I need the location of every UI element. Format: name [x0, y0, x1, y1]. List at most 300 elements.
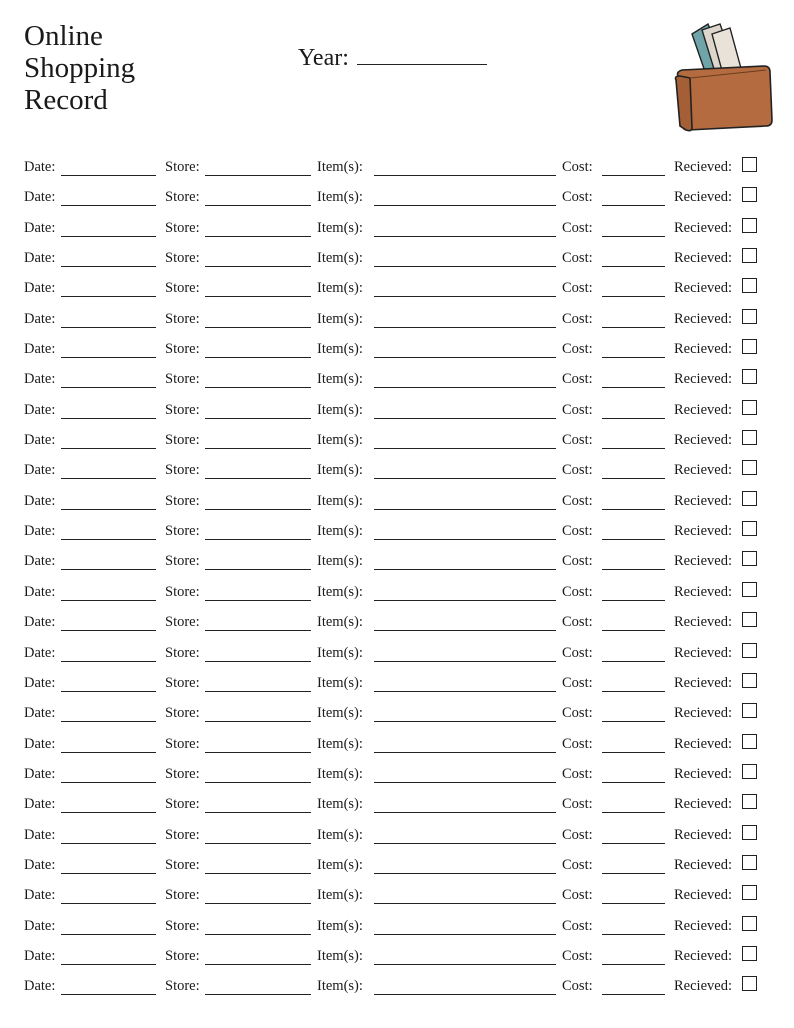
items-label: Item(s):	[317, 250, 363, 267]
items-label: Item(s):	[317, 947, 363, 964]
store-input-line[interactable]	[205, 327, 311, 328]
cost-input-line[interactable]	[602, 478, 665, 479]
store-input-line[interactable]	[205, 661, 311, 662]
year-label: Year:	[298, 45, 349, 71]
store-input-line[interactable]	[205, 691, 311, 692]
received-label: Recieved:	[674, 826, 732, 843]
received-label: Recieved:	[674, 765, 732, 782]
received-label: Recieved:	[674, 705, 732, 722]
store-input-line[interactable]	[205, 782, 311, 783]
items-label: Item(s):	[317, 189, 363, 206]
items-input-line[interactable]	[374, 569, 556, 570]
store-label: Store:	[165, 978, 200, 995]
cost-label: Cost:	[562, 401, 593, 418]
items-input-line[interactable]	[374, 903, 556, 904]
items-label: Item(s):	[317, 705, 363, 722]
record-row	[24, 972, 764, 1002]
items-input-line[interactable]	[374, 600, 556, 601]
cost-label: Cost:	[562, 341, 593, 358]
cost-label: Cost:	[562, 310, 593, 327]
store-input-line[interactable]	[205, 387, 311, 388]
items-label: Item(s):	[317, 492, 363, 509]
date-label: Date:	[24, 583, 56, 600]
received-checkbox[interactable]	[742, 855, 757, 870]
record-row	[24, 790, 764, 820]
received-checkbox[interactable]	[742, 339, 757, 354]
date-input-line[interactable]	[61, 357, 156, 358]
store-input-line[interactable]	[205, 205, 311, 206]
cost-input-line[interactable]	[602, 873, 665, 874]
cost-label: Cost:	[562, 219, 593, 236]
date-input-line[interactable]	[61, 934, 156, 935]
received-checkbox[interactable]	[742, 885, 757, 900]
items-input-line[interactable]	[374, 752, 556, 753]
received-label: Recieved:	[674, 947, 732, 964]
received-checkbox[interactable]	[742, 460, 757, 475]
store-label: Store:	[165, 735, 200, 752]
store-input-line[interactable]	[205, 873, 311, 874]
items-label: Item(s):	[317, 674, 363, 691]
store-label: Store:	[165, 432, 200, 449]
store-input-line[interactable]	[205, 721, 311, 722]
cost-input-line[interactable]	[602, 539, 665, 540]
page-title	[24, 20, 135, 116]
store-input-line[interactable]	[205, 812, 311, 813]
cost-input-line[interactable]	[602, 569, 665, 570]
date-input-line[interactable]	[61, 175, 156, 176]
cost-input-line[interactable]	[602, 357, 665, 358]
received-label: Recieved:	[674, 583, 732, 600]
cost-input-line[interactable]	[602, 721, 665, 722]
store-label: Store:	[165, 523, 200, 540]
cost-label: Cost:	[562, 250, 593, 267]
record-row	[24, 699, 764, 729]
cost-input-line[interactable]	[602, 782, 665, 783]
items-input-line[interactable]	[374, 994, 556, 995]
cost-label: Cost:	[562, 553, 593, 570]
record-row	[24, 396, 764, 426]
cost-label: Cost:	[562, 189, 593, 206]
items-input-line[interactable]	[374, 873, 556, 874]
items-label: Item(s):	[317, 583, 363, 600]
store-label: Store:	[165, 189, 200, 206]
received-checkbox[interactable]	[742, 734, 757, 749]
record-row	[24, 274, 764, 304]
year-field	[298, 44, 487, 72]
date-label: Date:	[24, 462, 56, 479]
date-input-line[interactable]	[61, 812, 156, 813]
date-label: Date:	[24, 341, 56, 358]
date-label: Date:	[24, 856, 56, 873]
date-label: Date:	[24, 978, 56, 995]
cost-input-line[interactable]	[602, 205, 665, 206]
date-input-line[interactable]	[61, 691, 156, 692]
items-label: Item(s):	[317, 887, 363, 904]
cost-input-line[interactable]	[602, 266, 665, 267]
date-input-line[interactable]	[61, 205, 156, 206]
date-label: Date:	[24, 219, 56, 236]
cost-label: Cost:	[562, 159, 593, 175]
received-label: Recieved:	[674, 371, 732, 388]
received-checkbox[interactable]	[742, 491, 757, 506]
received-checkbox[interactable]	[742, 612, 757, 627]
date-label: Date:	[24, 310, 56, 327]
cost-label: Cost:	[562, 492, 593, 509]
record-row	[24, 456, 764, 486]
items-input-line[interactable]	[374, 205, 556, 206]
store-input-line[interactable]	[205, 964, 311, 965]
cost-input-line[interactable]	[602, 691, 665, 692]
store-label: Store:	[165, 371, 200, 388]
items-label: Item(s):	[317, 796, 363, 813]
store-label: Store:	[165, 674, 200, 691]
items-label: Item(s):	[317, 310, 363, 327]
record-row	[24, 305, 764, 335]
received-checkbox[interactable]	[742, 946, 757, 961]
received-checkbox[interactable]	[742, 916, 757, 931]
items-label: Item(s):	[317, 159, 363, 175]
date-label: Date:	[24, 735, 56, 752]
received-checkbox[interactable]	[742, 248, 757, 263]
received-label: Recieved:	[674, 310, 732, 327]
date-input-line[interactable]	[61, 600, 156, 601]
date-input-line[interactable]	[61, 782, 156, 783]
date-label: Date:	[24, 644, 56, 661]
received-label: Recieved:	[674, 462, 732, 479]
received-checkbox[interactable]	[742, 278, 757, 293]
record-row	[24, 608, 764, 638]
items-input-line[interactable]	[374, 478, 556, 479]
received-label: Recieved:	[674, 219, 732, 236]
store-input-line[interactable]	[205, 236, 311, 237]
cost-input-line[interactable]	[602, 964, 665, 965]
cost-label: Cost:	[562, 614, 593, 631]
store-label: Store:	[165, 159, 200, 175]
items-input-line[interactable]	[374, 812, 556, 813]
received-label: Recieved:	[674, 341, 732, 358]
date-label: Date:	[24, 553, 56, 570]
date-label: Date:	[24, 887, 56, 904]
date-input-line[interactable]	[61, 752, 156, 753]
date-input-line[interactable]	[61, 327, 156, 328]
items-input-line[interactable]	[374, 418, 556, 419]
items-label: Item(s):	[317, 371, 363, 388]
received-label: Recieved:	[674, 887, 732, 904]
date-label: Date:	[24, 250, 56, 267]
record-row	[24, 214, 764, 244]
items-input-line[interactable]	[374, 448, 556, 449]
cost-input-line[interactable]	[602, 661, 665, 662]
cost-label: Cost:	[562, 705, 593, 722]
items-label: Item(s):	[317, 341, 363, 358]
received-label: Recieved:	[674, 978, 732, 995]
store-label: Store:	[165, 462, 200, 479]
date-input-line[interactable]	[61, 296, 156, 297]
received-label: Recieved:	[674, 674, 732, 691]
received-checkbox[interactable]	[742, 551, 757, 566]
date-input-line[interactable]	[61, 448, 156, 449]
record-row	[24, 578, 764, 608]
store-label: Store:	[165, 765, 200, 782]
cost-input-line[interactable]	[602, 812, 665, 813]
date-input-line[interactable]	[61, 478, 156, 479]
store-label: Store:	[165, 341, 200, 358]
cost-label: Cost:	[562, 432, 593, 449]
items-label: Item(s):	[317, 735, 363, 752]
items-label: Item(s):	[317, 280, 363, 297]
title-line-2: Shopping	[24, 52, 136, 84]
received-label: Recieved:	[674, 523, 732, 540]
cost-input-line[interactable]	[602, 934, 665, 935]
received-label: Recieved:	[674, 280, 732, 297]
items-input-line[interactable]	[374, 782, 556, 783]
store-input-line[interactable]	[205, 296, 311, 297]
date-label: Date:	[24, 796, 56, 813]
received-label: Recieved:	[674, 159, 732, 175]
store-input-line[interactable]	[205, 539, 311, 540]
items-input-line[interactable]	[374, 387, 556, 388]
items-input-line[interactable]	[374, 964, 556, 965]
store-input-line[interactable]	[205, 418, 311, 419]
store-input-line[interactable]	[205, 175, 311, 176]
received-checkbox[interactable]	[742, 218, 757, 233]
date-input-line[interactable]	[61, 994, 156, 995]
title-line-3: Record	[24, 84, 108, 116]
store-label: Store:	[165, 492, 200, 509]
cost-input-line[interactable]	[602, 843, 665, 844]
cost-input-line[interactable]	[602, 448, 665, 449]
items-input-line[interactable]	[374, 266, 556, 267]
items-label: Item(s):	[317, 765, 363, 782]
record-row	[24, 730, 764, 760]
items-input-line[interactable]	[374, 539, 556, 540]
date-label: Date:	[24, 826, 56, 843]
date-input-line[interactable]	[61, 661, 156, 662]
items-input-line[interactable]	[374, 691, 556, 692]
date-input-line[interactable]	[61, 387, 156, 388]
date-input-line[interactable]	[61, 539, 156, 540]
cost-label: Cost:	[562, 462, 593, 479]
store-input-line[interactable]	[205, 600, 311, 601]
date-input-line[interactable]	[61, 630, 156, 631]
received-checkbox[interactable]	[742, 187, 757, 202]
items-label: Item(s):	[317, 917, 363, 934]
date-input-line[interactable]	[61, 721, 156, 722]
received-checkbox[interactable]	[742, 369, 757, 384]
date-label: Date:	[24, 492, 56, 509]
cost-label: Cost:	[562, 280, 593, 297]
store-input-line[interactable]	[205, 843, 311, 844]
store-label: Store:	[165, 310, 200, 327]
record-row	[24, 244, 764, 274]
store-label: Store:	[165, 280, 200, 297]
received-label: Recieved:	[674, 401, 732, 418]
record-row	[24, 365, 764, 395]
items-label: Item(s):	[317, 856, 363, 873]
date-label: Date:	[24, 523, 56, 540]
record-row	[24, 183, 764, 213]
cost-label: Cost:	[562, 765, 593, 782]
record-row	[24, 669, 764, 699]
items-input-line[interactable]	[374, 661, 556, 662]
date-input-line[interactable]	[61, 843, 156, 844]
received-checkbox[interactable]	[742, 976, 757, 991]
date-label: Date:	[24, 401, 56, 418]
record-row	[24, 942, 764, 972]
cost-input-line[interactable]	[602, 418, 665, 419]
received-checkbox[interactable]	[742, 794, 757, 809]
cost-label: Cost:	[562, 371, 593, 388]
date-input-line[interactable]	[61, 236, 156, 237]
store-input-line[interactable]	[205, 994, 311, 995]
record-row	[24, 639, 764, 669]
year-input-line[interactable]	[357, 46, 487, 65]
store-input-line[interactable]	[205, 478, 311, 479]
store-label: Store:	[165, 583, 200, 600]
title-line-1: Online	[24, 20, 103, 52]
cost-label: Cost:	[562, 523, 593, 540]
items-label: Item(s):	[317, 978, 363, 995]
date-input-line[interactable]	[61, 873, 156, 874]
items-input-line[interactable]	[374, 236, 556, 237]
cost-input-line[interactable]	[602, 296, 665, 297]
received-label: Recieved:	[674, 917, 732, 934]
cost-label: Cost:	[562, 674, 593, 691]
cost-label: Cost:	[562, 887, 593, 904]
items-input-line[interactable]	[374, 934, 556, 935]
received-label: Recieved:	[674, 856, 732, 873]
received-checkbox[interactable]	[742, 764, 757, 779]
store-input-line[interactable]	[205, 752, 311, 753]
received-checkbox[interactable]	[742, 521, 757, 536]
record-row	[24, 912, 764, 942]
items-input-line[interactable]	[374, 721, 556, 722]
store-label: Store:	[165, 401, 200, 418]
items-label: Item(s):	[317, 523, 363, 540]
cost-label: Cost:	[562, 796, 593, 813]
items-input-line[interactable]	[374, 327, 556, 328]
cost-input-line[interactable]	[602, 175, 665, 176]
store-label: Store:	[165, 947, 200, 964]
received-label: Recieved:	[674, 432, 732, 449]
store-input-line[interactable]	[205, 266, 311, 267]
cost-label: Cost:	[562, 917, 593, 934]
cost-input-line[interactable]	[602, 509, 665, 510]
record-row	[24, 760, 764, 790]
items-label: Item(s):	[317, 219, 363, 236]
cost-input-line[interactable]	[602, 600, 665, 601]
received-checkbox[interactable]	[742, 825, 757, 840]
store-label: Store:	[165, 219, 200, 236]
store-input-line[interactable]	[205, 903, 311, 904]
received-label: Recieved:	[674, 189, 732, 206]
items-input-line[interactable]	[374, 296, 556, 297]
cost-input-line[interactable]	[602, 994, 665, 995]
date-label: Date:	[24, 917, 56, 934]
cost-input-line[interactable]	[602, 752, 665, 753]
items-input-line[interactable]	[374, 175, 556, 176]
date-input-line[interactable]	[61, 903, 156, 904]
received-checkbox[interactable]	[742, 643, 757, 658]
cost-label: Cost:	[562, 826, 593, 843]
received-label: Recieved:	[674, 250, 732, 267]
record-row	[24, 153, 764, 183]
store-input-line[interactable]	[205, 934, 311, 935]
store-input-line[interactable]	[205, 357, 311, 358]
items-label: Item(s):	[317, 826, 363, 843]
received-checkbox[interactable]	[742, 703, 757, 718]
store-input-line[interactable]	[205, 569, 311, 570]
date-label: Date:	[24, 371, 56, 388]
cost-label: Cost:	[562, 583, 593, 600]
record-row	[24, 821, 764, 851]
received-checkbox[interactable]	[742, 582, 757, 597]
store-label: Store:	[165, 644, 200, 661]
items-label: Item(s):	[317, 644, 363, 661]
items-label: Item(s):	[317, 401, 363, 418]
received-label: Recieved:	[674, 735, 732, 752]
store-label: Store:	[165, 826, 200, 843]
store-label: Store:	[165, 796, 200, 813]
date-input-line[interactable]	[61, 266, 156, 267]
items-input-line[interactable]	[374, 630, 556, 631]
cost-input-line[interactable]	[602, 236, 665, 237]
store-label: Store:	[165, 917, 200, 934]
items-input-line[interactable]	[374, 357, 556, 358]
received-checkbox[interactable]	[742, 309, 757, 324]
records-list	[24, 153, 764, 1003]
received-checkbox[interactable]	[742, 157, 757, 172]
record-row	[24, 547, 764, 577]
cost-label: Cost:	[562, 978, 593, 995]
store-input-line[interactable]	[205, 448, 311, 449]
store-input-line[interactable]	[205, 630, 311, 631]
store-label: Store:	[165, 614, 200, 631]
date-input-line[interactable]	[61, 964, 156, 965]
cost-input-line[interactable]	[602, 387, 665, 388]
date-label: Date:	[24, 674, 56, 691]
received-checkbox[interactable]	[742, 673, 757, 688]
cost-label: Cost:	[562, 856, 593, 873]
date-label: Date:	[24, 614, 56, 631]
cost-input-line[interactable]	[602, 630, 665, 631]
received-label: Recieved:	[674, 553, 732, 570]
store-input-line[interactable]	[205, 509, 311, 510]
received-checkbox[interactable]	[742, 400, 757, 415]
cost-input-line[interactable]	[602, 903, 665, 904]
items-input-line[interactable]	[374, 843, 556, 844]
store-label: Store:	[165, 887, 200, 904]
store-label: Store:	[165, 705, 200, 722]
date-input-line[interactable]	[61, 569, 156, 570]
items-label: Item(s):	[317, 432, 363, 449]
date-label: Date:	[24, 280, 56, 297]
date-input-line[interactable]	[61, 509, 156, 510]
date-label: Date:	[24, 705, 56, 722]
items-input-line[interactable]	[374, 509, 556, 510]
cost-label: Cost:	[562, 644, 593, 661]
cost-input-line[interactable]	[602, 327, 665, 328]
cost-label: Cost:	[562, 735, 593, 752]
received-checkbox[interactable]	[742, 430, 757, 445]
date-label: Date:	[24, 432, 56, 449]
record-row	[24, 487, 764, 517]
cost-label: Cost:	[562, 947, 593, 964]
store-label: Store:	[165, 250, 200, 267]
record-row	[24, 881, 764, 911]
date-input-line[interactable]	[61, 418, 156, 419]
store-label: Store:	[165, 553, 200, 570]
